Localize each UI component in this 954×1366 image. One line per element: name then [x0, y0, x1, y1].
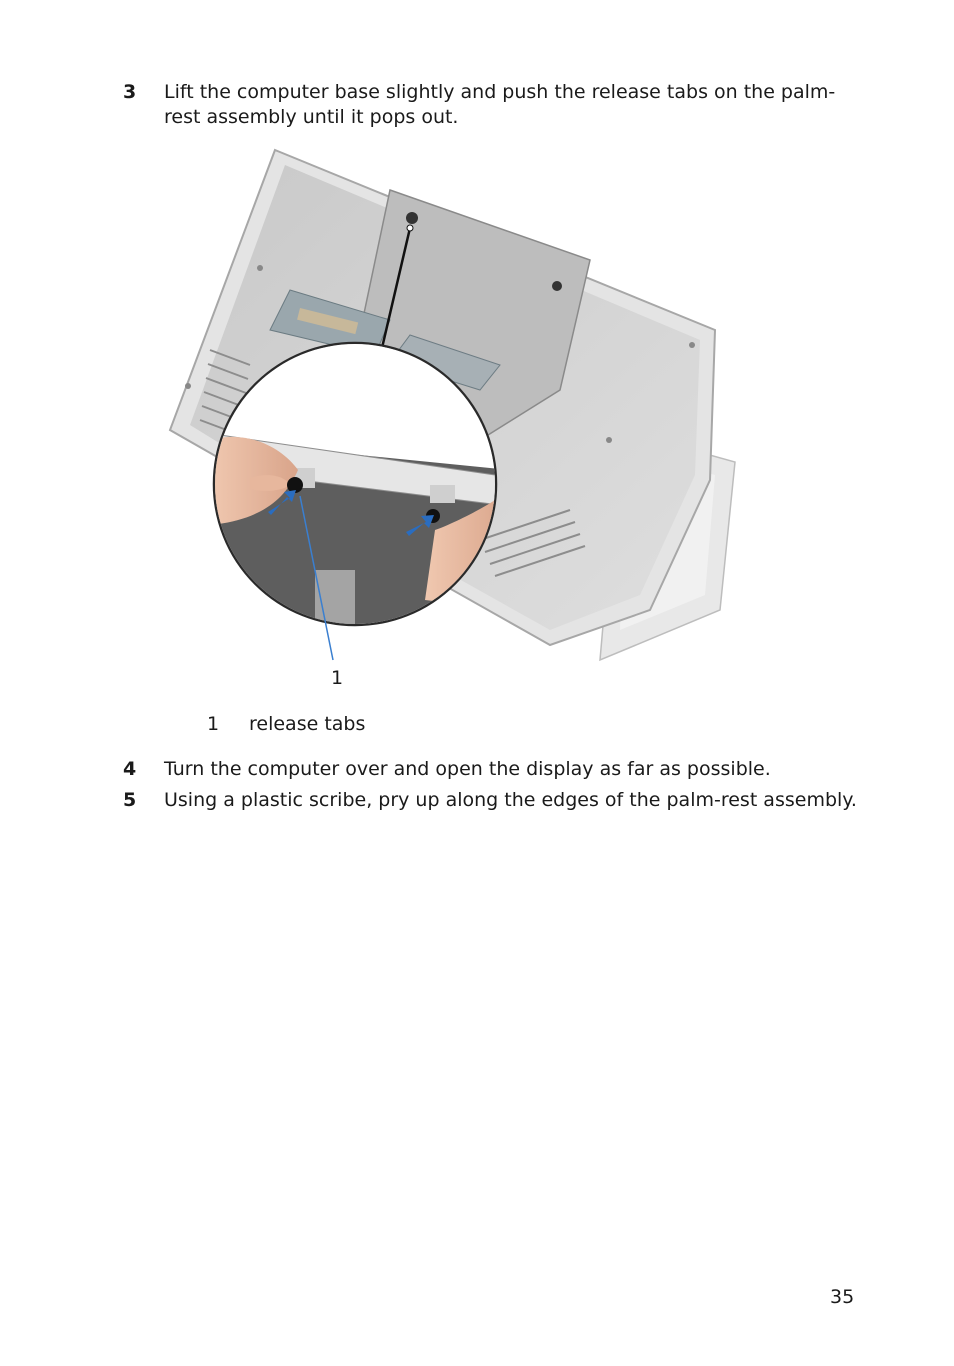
step-text: Turn the computer over and open the display as far as possible.: [164, 758, 771, 780]
step-number: 5: [123, 789, 137, 811]
legend-label: release tabs: [249, 713, 366, 735]
step-text: Lift the computer base slightly and push the release tabs on the palm-rest assembly until it pops out.: [164, 81, 836, 128]
step-number: 4: [123, 758, 137, 780]
figure-callout-number: 1: [331, 667, 344, 689]
laptop-illustration: [150, 140, 750, 700]
step-number: 3: [123, 81, 137, 103]
step-text: Using a plastic scribe, pry up along the edges of the palm-rest assembly.: [164, 789, 857, 811]
legend-number: 1: [207, 713, 220, 735]
page-number: 35: [830, 1286, 855, 1308]
